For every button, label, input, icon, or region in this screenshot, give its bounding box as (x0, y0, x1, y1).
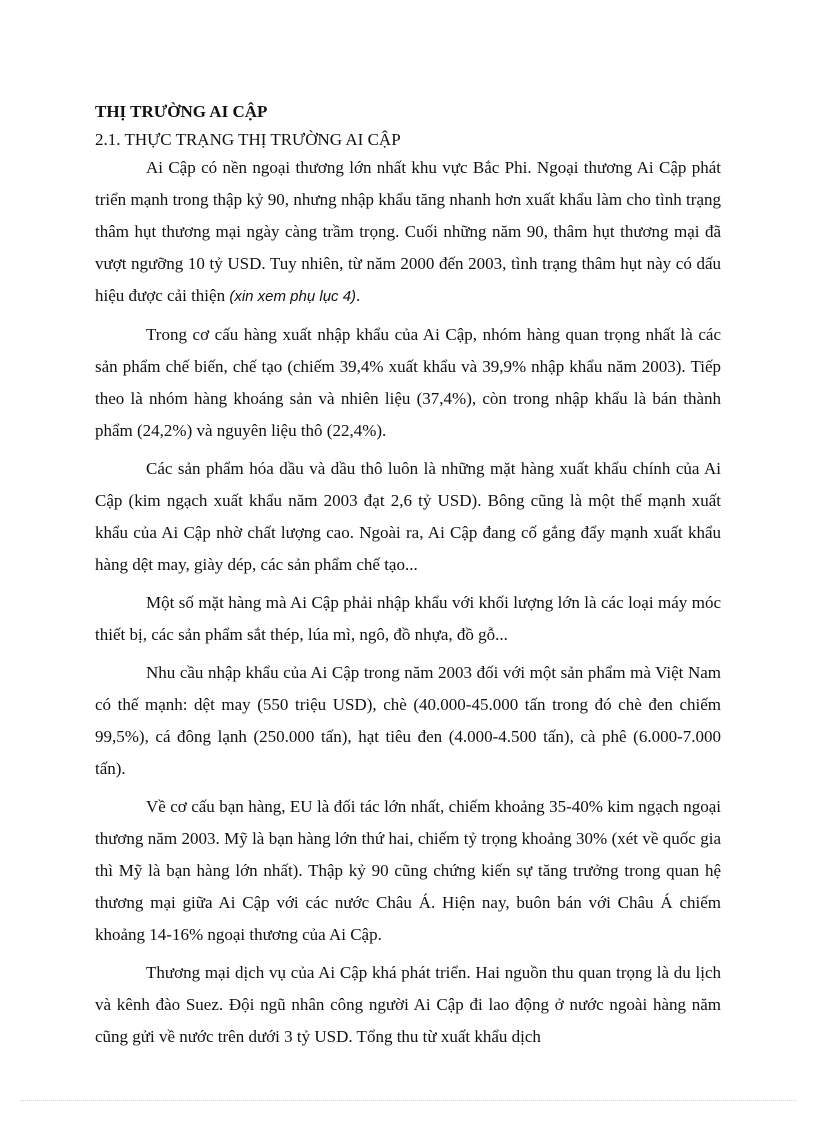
paragraph-5: Nhu cầu nhập khẩu của Ai Cập trong năm 2003 đối với một sản phẩm mà Việt Nam có thế mạnh: dệt may (550 triệu USD), chè (40.000-45.000 tấn trong đó chè đen chiếm 99,5%), cá đông lạnh (250.000 tấn), hạt tiêu đen (4.000-4.500 tấn), cà phê (6.000-7.000 tấn). (95, 663, 721, 778)
paragraph-1 (95, 152, 721, 313)
paragraph-3: Các sản phẩm hóa dầu và dầu thô luôn là những mặt hàng xuất khẩu chính của Ai Cập (kim ngạch xuất khẩu năm 2003 đạt 2,6 tỷ USD). Bông cũng là một thế mạnh xuất khẩu của Ai Cập nhờ chất lượng cao. Ngoài ra, Ai Cập đang cố gắng đẩy mạnh xuất khẩu hàng dệt may, giày dép, các sản phẩm chế tạo... (95, 459, 721, 574)
section-heading: THỊ TRƯỜNG AI CẬP (95, 102, 268, 121)
paragraph-1-tail: . (356, 286, 361, 305)
paragraph-1-text: Ai Cập có nền ngoại thương lớn nhất khu vực Bắc Phi. Ngoại thương Ai Cập phát triển mạnh trong thập kỷ 90, nhưng nhập khẩu tăng nhanh hơn xuất khẩu làm cho tình trạng thâm hụt thương mại ngày càng trầm trọng. Cuối những năm 90, thâm hụt thương mại đã vượt ngưỡng 10 tỷ USD. Tuy nhiên, từ năm 2000 đến 2003, tình trạng thâm hụt này có dấu hiệu được cải thiện (95, 158, 721, 305)
subsection-heading: 2.1. THỰC TRẠNG THỊ TRƯỜNG AI CẬP (95, 130, 401, 149)
paragraph-6: Về cơ cấu bạn hàng, EU là đối tác lớn nhất, chiếm khoảng 35-40% kim ngạch ngoại thương năm 2003. Mỹ là bạn hàng lớn thứ hai, chiếm tỷ trọng khoảng 30% (xét về quốc gia thì Mỹ là bạn hàng lớn nhất). Thập kỷ 90 cũng chứng kiến sự tăng trưởng trong quan hệ thương mại giữa Ai Cập với các nước Châu Á. Hiện nay, buôn bán với Châu Á chiếm khoảng 14-16% ngoại thương của Ai Cập. (95, 797, 721, 944)
document-body (95, 100, 721, 1059)
paragraph-4: Một số mặt hàng mà Ai Cập phải nhập khẩu với khối lượng lớn là các loại máy móc thiết bị, các sản phẩm sắt thép, lúa mì, ngô, đồ nhựa, đồ gỗ... (95, 593, 721, 644)
paragraph-7: Thương mại dịch vụ của Ai Cập khá phát triển. Hai nguồn thu quan trọng là du lịch và kênh đào Suez. Đội ngũ nhân công người Ai Cập đi lao động ở nước ngoài hàng năm cũng gửi về nước trên dưới 3 tỷ USD. Tổng thu từ xuất khẩu dịch (95, 963, 721, 1046)
appendix-reference: (xin xem phụ lục 4) (229, 288, 357, 305)
page-bottom-rule (20, 1100, 796, 1101)
paragraph-2: Trong cơ cấu hàng xuất nhập khẩu của Ai Cập, nhóm hàng quan trọng nhất là các sản phẩm chế biến, chế tạo (chiếm 39,4% xuất khẩu và 39,9% nhập khẩu năm 2003). Tiếp theo là nhóm hàng khoáng sản và nhiên liệu (37,4%), còn trong nhập khẩu là bán thành phẩm (24,2%) và nguyên liệu thô (22,4%). (95, 325, 721, 440)
